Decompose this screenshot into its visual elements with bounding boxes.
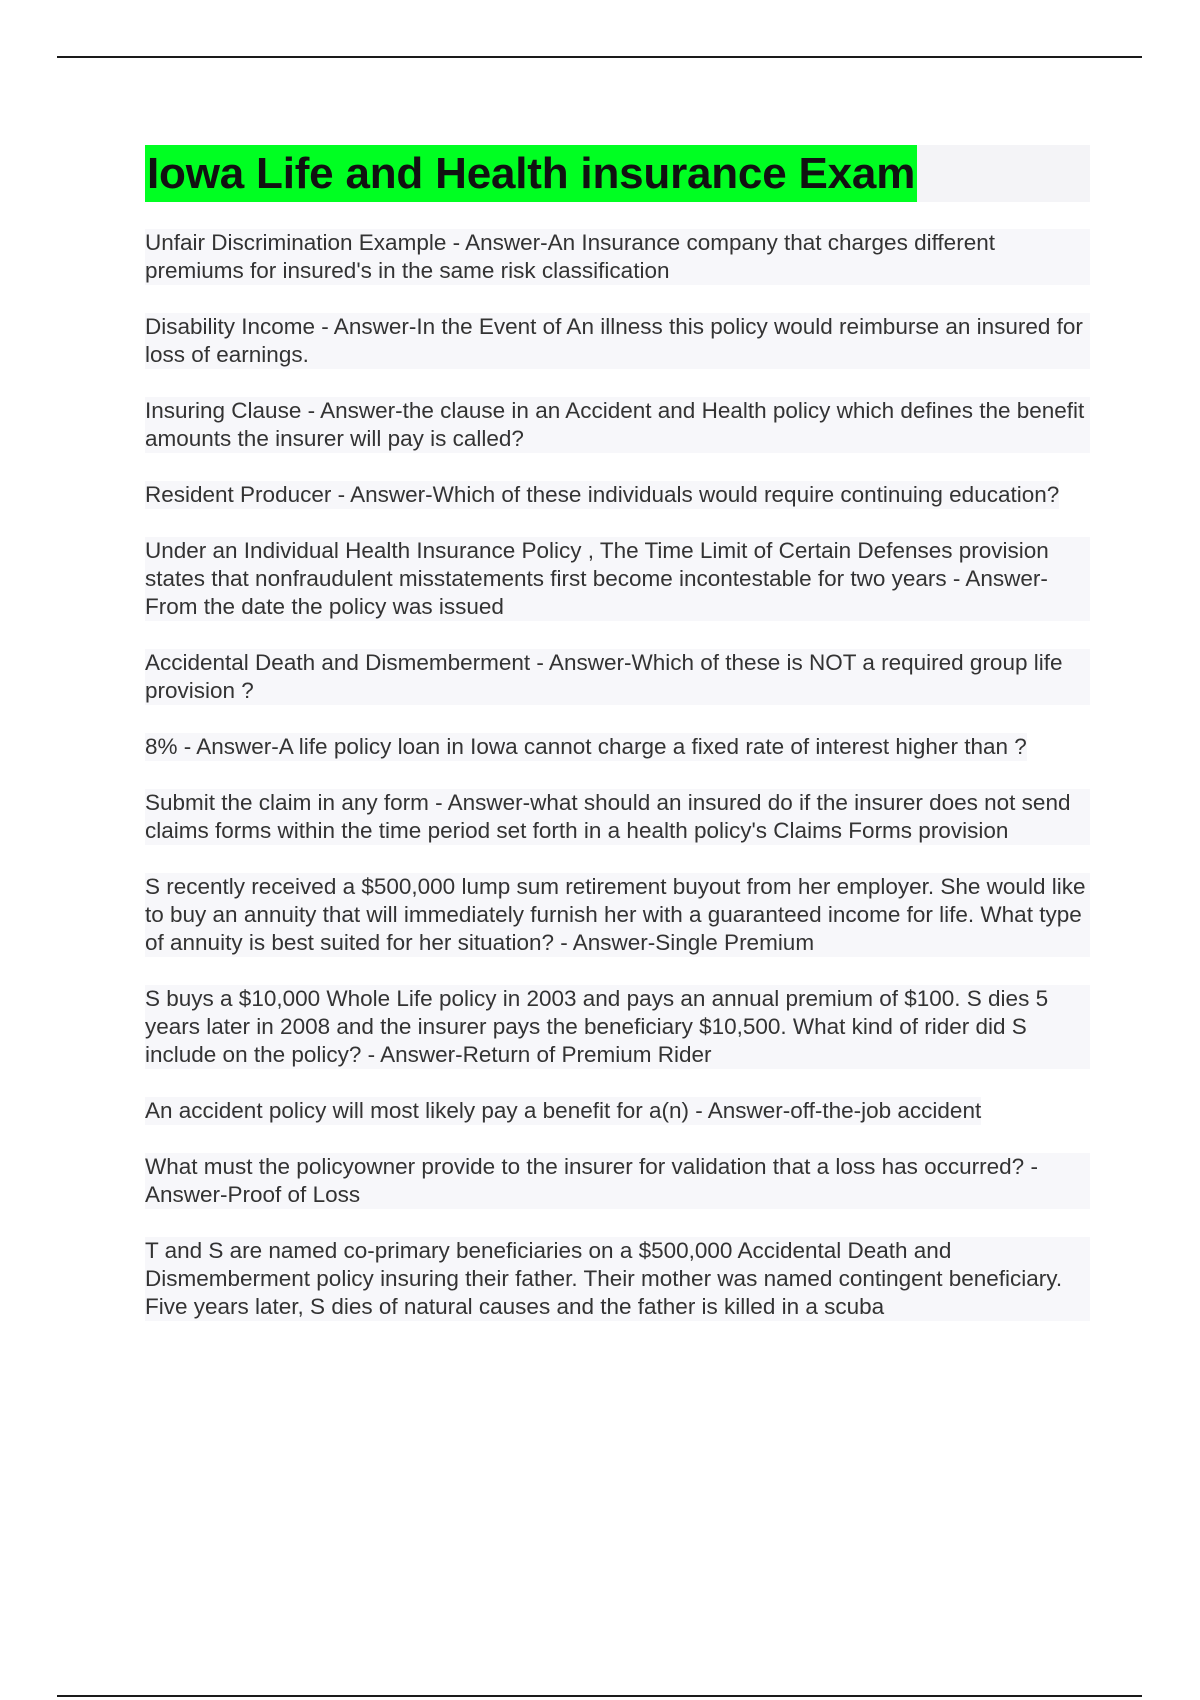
qa-entry: S recently received a $500,000 lump sum retirement buyout from her employer. She would like to buy an annuity that will immediately furnish her with a guaranteed income for life. What type of annuity is best suited for her situation? - Answer-Single Premium [145, 873, 1090, 957]
qa-entry: T and S are named co-primary beneficiaries on a $500,000 Accidental Death and Dismemberment policy insuring their father. Their mother was named contingent beneficiary. Five years later, S dies of natural causes and the father is killed in a scuba [145, 1237, 1090, 1321]
qa-entry: Insuring Clause - Answer-the clause in an Accident and Health policy which defines the benefit amounts the insurer will pay is called? [145, 397, 1090, 453]
title-band [145, 145, 1090, 202]
qa-entry: Disability Income - Answer-In the Event of An illness this policy would reimburse an insured for loss of earnings. [145, 313, 1090, 369]
qa-list [145, 229, 1090, 1321]
qa-entry: Accidental Death and Dismemberment - Answer-Which of these is NOT a required group life provision ? [145, 649, 1090, 705]
qa-entry: What must the policyowner provide to the insurer for validation that a loss has occurred? - Answer-Proof of Loss [145, 1153, 1090, 1209]
qa-entry: Unfair Discrimination Example - Answer-An Insurance company that charges different premiums for insured's in the same risk classification [145, 229, 1090, 285]
document-body [145, 145, 1090, 1349]
header-rule [57, 56, 1142, 58]
qa-entry: Submit the claim in any form - Answer-what should an insured do if the insurer does not send claims forms within the time period set forth in a health policy's Claims Forms provision [145, 789, 1090, 845]
qa-entry: Under an Individual Health Insurance Policy , The Time Limit of Certain Defenses provision states that nonfraudulent misstatements first become incontestable for two years - Answer-From the date the policy was issued [145, 537, 1090, 621]
footer-rule [57, 1695, 1142, 1697]
qa-entry: S buys a $10,000 Whole Life policy in 2003 and pays an annual premium of $100. S dies 5 years later in 2008 and the insurer pays the beneficiary $10,500. What kind of rider did S include on the policy? - Answer-Return of Premium Rider [145, 985, 1090, 1069]
qa-entry: 8% - Answer-A life policy loan in Iowa cannot charge a fixed rate of interest higher than ? [145, 734, 1027, 759]
qa-entry: An accident policy will most likely pay a benefit for a(n) - Answer-off-the-job accident [145, 1098, 982, 1123]
qa-entry: Resident Producer - Answer-Which of these individuals would require continuing education? [145, 482, 1060, 507]
document-title: Iowa Life and Health insurance Exam [145, 145, 917, 202]
